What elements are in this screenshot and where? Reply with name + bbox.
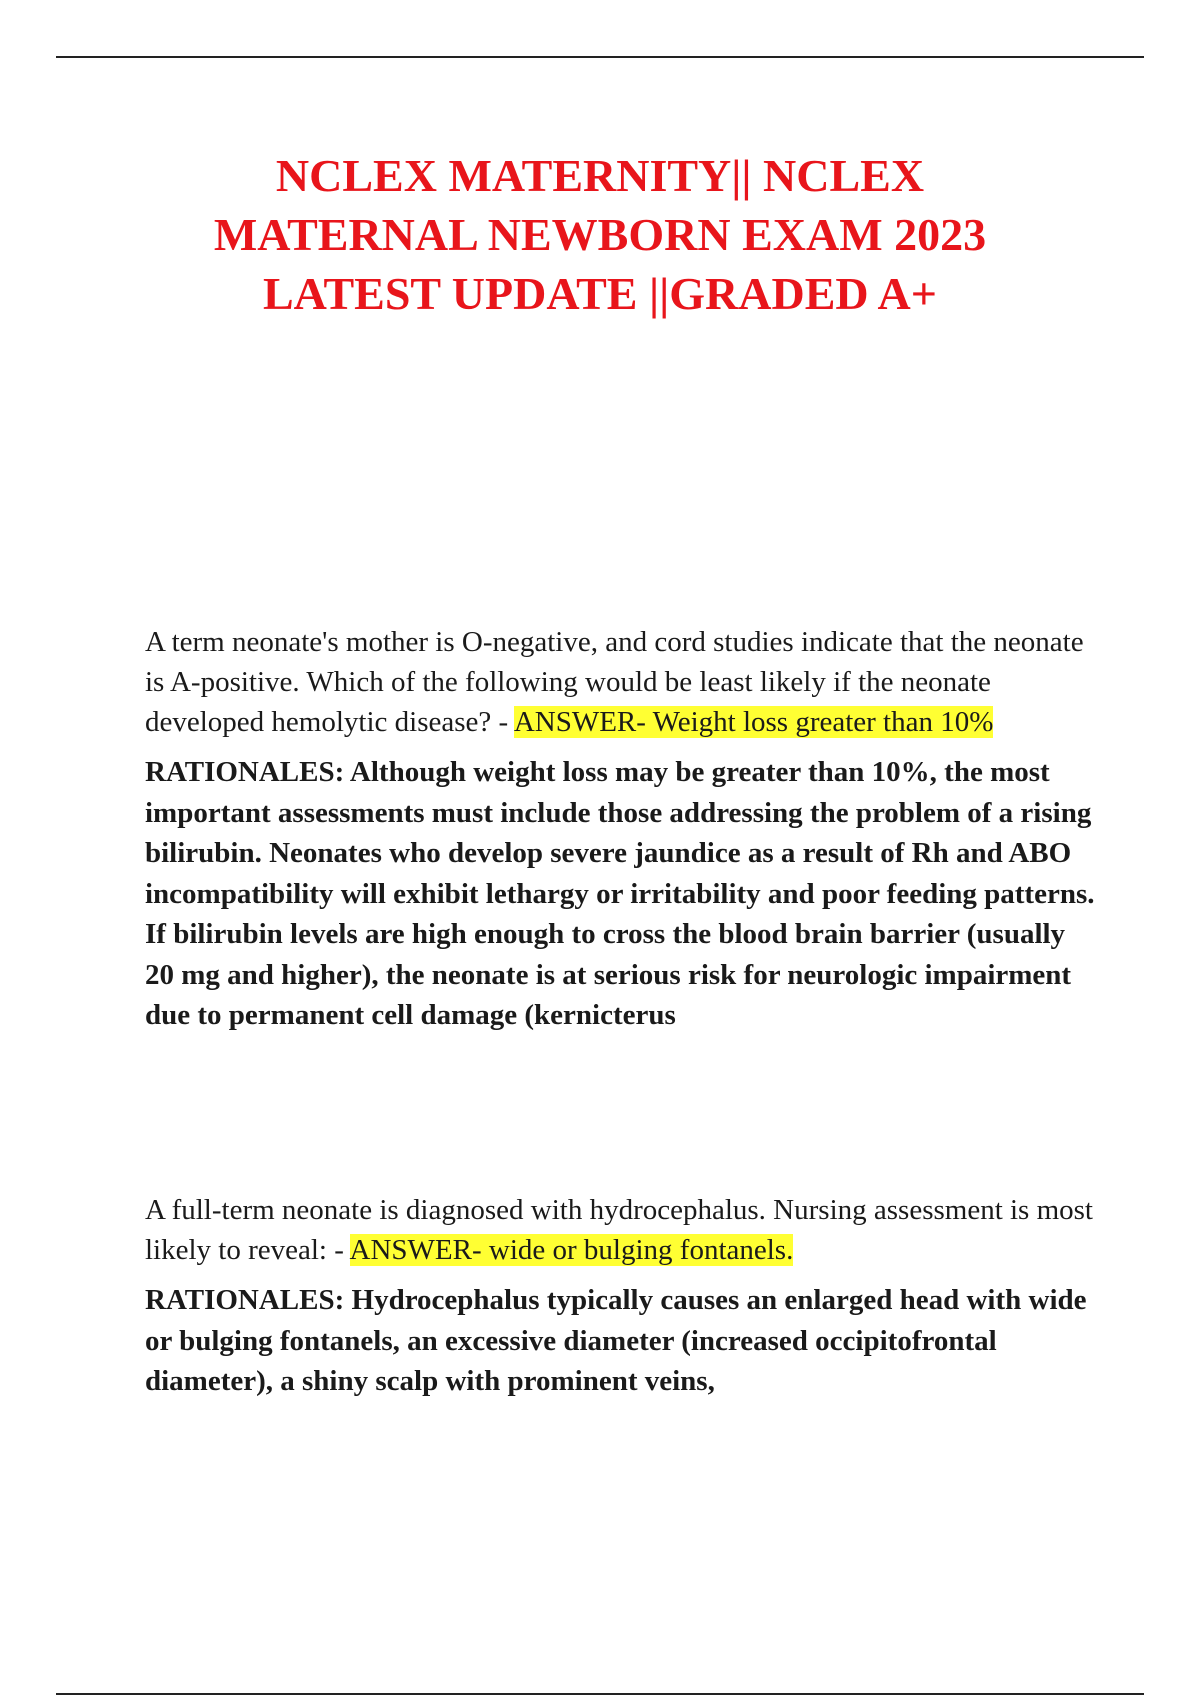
question-text (145, 622, 1095, 742)
question-stem: A full-term neonate is diagnosed with hydrocephalus. Nursing assessment is most likely to reveal: - (145, 1194, 1093, 1266)
title-line-3: LATEST UPDATE ||GRADED A+ (263, 268, 937, 319)
title-line-2: MATERNAL NEWBORN EXAM 2023 (213, 209, 987, 260)
title-line-1: NCLEX MATERNITY|| NCLEX (275, 150, 925, 201)
bottom-rule (56, 1693, 1144, 1695)
top-rule (56, 56, 1144, 58)
answer-highlight: ANSWER- Weight loss greater than 10% (513, 706, 994, 738)
question-block-2 (145, 1190, 1095, 1402)
rationale-text: RATIONALES: Hydrocephalus typically causes an enlarged head with wide or bulging fontanels, an excessive diameter (increased occipitofrontal diameter), a shiny scalp with prominent veins, (145, 1284, 1087, 1397)
document-title (160, 146, 1040, 323)
question-block-1 (145, 622, 1095, 1036)
question-stem: A term neonate's mother is O-negative, and cord studies indicate that the neonate is A-positive. Which of the following would be least likely if the neonate developed hemolytic disease? - (145, 626, 1084, 738)
question-text (145, 1190, 1095, 1270)
answer-highlight: ANSWER- wide or bulging fontanels. (349, 1234, 794, 1266)
rationale-text: RATIONALES: Although weight loss may be greater than 10%, the most important assessments must include those addressing the problem of a rising bilirubin. Neonates who develop severe jaundice as a result of Rh and ABO incompatibility will exhibit lethargy or irritability and poor feeding patterns. If bilirubin levels are high enough to cross the blood brain barrier (usually 20 mg and higher), the neonate is at serious risk for neurologic impairment due to permanent cell damage (kernicterus (145, 756, 1095, 1031)
